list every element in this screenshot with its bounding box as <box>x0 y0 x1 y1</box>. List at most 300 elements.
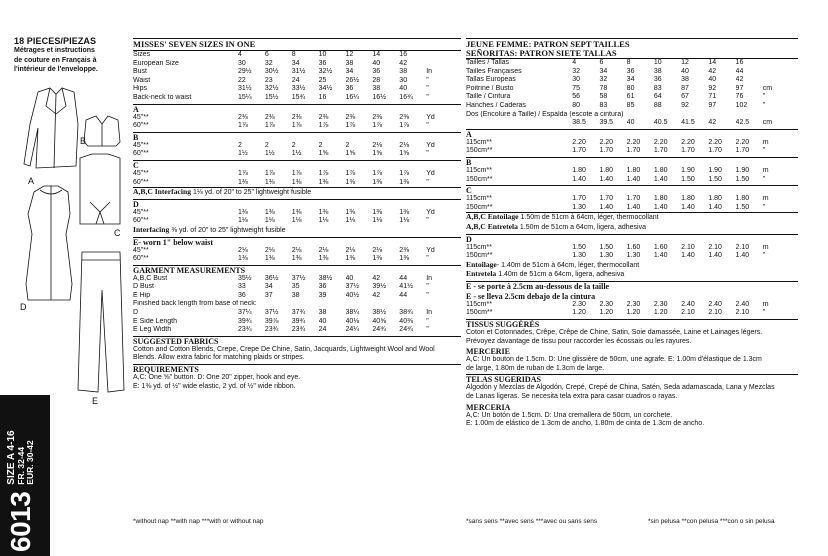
value-cell: 38 <box>681 76 689 84</box>
pattern-number: 6013 <box>5 491 36 552</box>
unit-cell: Yd <box>426 141 435 149</box>
value-cell: 1⅜ <box>399 208 410 216</box>
row-label: Bust <box>133 68 148 76</box>
d-entretela-label: Entretela <box>466 270 497 279</box>
value-cell: 38.5 <box>572 119 586 127</box>
value-cell: 40 <box>681 67 689 75</box>
table-row <box>133 142 461 151</box>
value-cell: 2⅜ <box>372 113 383 121</box>
value-cell: 1.60 <box>626 243 641 251</box>
table-row <box>133 68 461 77</box>
value-cell: 40⅛ <box>345 317 360 325</box>
value-cell: 38¾ <box>399 309 413 317</box>
unit-cell: m <box>762 138 769 146</box>
unit-cell: Yd <box>426 113 435 121</box>
tissus-line-2: Prévoyez davantage de tissu pour raccorder les écossais ou les rayures. <box>466 337 692 345</box>
spine-text <box>6 430 35 552</box>
value-cell: 1.30 <box>572 252 586 260</box>
value-cell: 39¾ <box>291 317 306 325</box>
value-cell: 76 <box>735 93 744 101</box>
table-row <box>133 309 461 318</box>
table-row <box>466 252 798 261</box>
value-cell: 1½ <box>264 150 275 158</box>
value-cell: 40 <box>372 59 381 67</box>
value-cell: 87 <box>681 84 689 92</box>
value-cell: 36 <box>237 291 246 299</box>
value-cell: 78 <box>599 84 608 92</box>
unit-cell <box>763 68 798 77</box>
garment-lengths-table <box>133 309 461 335</box>
value-cell: 2 <box>318 141 323 149</box>
value-cell: 16¾ <box>399 93 413 101</box>
value-cell: 2⅛ <box>264 246 275 254</box>
section-b-table <box>133 142 461 159</box>
value-cell: 2.20 <box>681 138 695 146</box>
requirements-line-1: A,C: One ⅝" button. D: One 20" zipper, hook and eye. <box>133 374 301 382</box>
d-entoilage-label: Entoilage <box>466 260 497 269</box>
spanish-footnote: *sin pelusa **con pelusa ***con o sin pelusa <box>648 518 775 525</box>
table-row <box>466 167 798 176</box>
value-cell: 2⅜ <box>237 113 248 121</box>
value-cell: 30½ <box>264 68 279 76</box>
fr-section-e-table <box>466 301 798 318</box>
abc-entoilage-note <box>466 212 798 223</box>
value-cell: 14 <box>708 59 717 66</box>
row-label: Tallas Europeas <box>466 76 516 84</box>
row-label: E Leg Width <box>133 326 172 334</box>
finished-back-note: Finished back length from base of neck: <box>133 300 257 308</box>
value-cell: 16 <box>318 93 327 101</box>
value-cell: 1.40 <box>708 203 722 211</box>
value-cell: 75 <box>572 84 581 92</box>
table-row <box>133 283 461 292</box>
row-label: Poitrine / Busto <box>466 84 514 92</box>
value-cell: 4 <box>572 59 577 66</box>
english-header: MISSES' SEVEN SIZES IN ONE <box>133 38 461 51</box>
row-label: 60"** <box>133 122 149 130</box>
value-cell: 31½ <box>291 68 306 76</box>
value-cell: 40 <box>399 85 408 93</box>
unit-cell: Yd <box>426 246 435 254</box>
value-cell: 1⅜ <box>399 178 410 186</box>
value-cell: 1⅜ <box>237 178 248 186</box>
value-cell: 1⅞ <box>345 122 356 130</box>
unit-cell: " <box>426 178 429 186</box>
value-cell: 30 <box>572 76 581 84</box>
value-cell: 44 <box>735 67 744 75</box>
mercerie-line-2: de large, 1.80m de ruban de 1.3cm de large. <box>466 364 605 372</box>
value-cell: 1⅜ <box>264 255 275 263</box>
fr-section-c-table <box>466 195 798 212</box>
unit-cell: " <box>426 291 429 299</box>
value-cell: 40 <box>345 274 354 282</box>
table-row <box>466 85 798 94</box>
value-cell: 29½ <box>237 68 252 76</box>
value-cell: 67 <box>681 93 689 101</box>
table-row <box>466 309 798 318</box>
value-cell: 37½ <box>264 309 279 317</box>
value-cell: 1.70 <box>599 195 614 203</box>
value-cell: 31½ <box>237 85 252 93</box>
value-cell: 2⅜ <box>345 113 356 121</box>
unit-cell: " <box>426 150 429 158</box>
value-cell: 1⅞ <box>372 122 383 130</box>
value-cell: 40⅝ <box>372 317 387 325</box>
value-cell: 2.20 <box>572 138 586 146</box>
value-cell: 1⅜ <box>291 178 302 186</box>
value-cell: 1.40 <box>599 203 614 211</box>
table-row <box>133 275 461 284</box>
value-cell: 36 <box>318 283 327 291</box>
value-cell: 2⅛ <box>237 246 248 254</box>
row-label: Tailles / Tallas <box>466 59 510 66</box>
table-row <box>466 176 798 185</box>
row-label: Sizes <box>133 51 151 58</box>
value-cell: 1⅜ <box>318 208 329 216</box>
value-cell: 38½ <box>372 309 387 317</box>
value-cell <box>466 119 572 128</box>
value-cell: 1⅜ <box>372 255 383 263</box>
value-cell: 1⅜ <box>372 208 383 216</box>
tissus-title: TISSUS SUGGÉRÉS <box>466 319 798 329</box>
value-cell: 2⅛ <box>345 246 356 254</box>
unit-cell: " <box>762 203 766 211</box>
value-cell: 2.10 <box>681 243 695 251</box>
abc-entretela-note <box>466 223 798 233</box>
value-cell: 40.5 <box>653 119 668 127</box>
value-cell: 1.70 <box>626 195 641 203</box>
value-cell: 1.40 <box>572 175 586 183</box>
unit-cell: m <box>762 195 769 203</box>
vest-c-sketch <box>80 154 120 224</box>
value-cell: 2.10 <box>708 243 722 251</box>
value-cell: 2⅛ <box>399 141 410 149</box>
unit-cell: " <box>762 147 766 155</box>
table-row <box>133 51 461 60</box>
abc-interfacing-label: A,B,C Interfacing <box>133 187 192 197</box>
value-cell: 80 <box>572 101 581 109</box>
value-cell: 26½ <box>345 76 360 84</box>
value-cell: 38 <box>372 85 381 93</box>
unit-cell: " <box>426 326 429 334</box>
pieces-info <box>14 36 126 75</box>
row-label: 150cm** <box>466 175 493 183</box>
d-entoilage-note <box>466 261 798 271</box>
value-cell: 1.80 <box>708 195 722 203</box>
value-cell: 92 <box>681 101 689 109</box>
value-cell: 36½ <box>264 274 279 282</box>
abc-interfacing-text: 1⅛ yd. of 20" to 25" lightweight fusible <box>192 189 312 197</box>
value-cell: 1⅞ <box>237 122 248 130</box>
value-cell: 10 <box>318 51 327 58</box>
fr-section-d-table <box>466 244 798 261</box>
value-cell: 2 <box>291 141 296 149</box>
d-interfacing-label: Interfacing <box>133 225 170 234</box>
value-cell: 1⅜ <box>318 255 329 263</box>
unit-cell: " <box>426 317 429 325</box>
row-label: Waist <box>133 76 151 84</box>
unit-cell: Yd <box>426 169 435 177</box>
value-cell: 58 <box>599 93 608 101</box>
unit-cell <box>763 76 798 85</box>
telas-line-2: de Lanas ligeras. Se necesita tela extra para casar cuadros o rayas. <box>466 393 678 401</box>
value-cell: 28 <box>372 76 381 84</box>
value-cell: 30 <box>237 59 246 67</box>
section-b-title: B <box>133 132 461 142</box>
jacket-a-sketch <box>24 88 78 168</box>
table-row <box>466 139 798 148</box>
value-cell: 1.70 <box>681 147 695 155</box>
value-cell: 1.50 <box>599 243 614 251</box>
es-section-e-title: E - se lleva 2.5cm debajo de la cintura <box>466 291 596 301</box>
eur-size-range: EUR. 30-42 <box>25 440 35 485</box>
value-cell: 1⅞ <box>264 122 275 130</box>
row-label: 45"** <box>133 113 149 121</box>
value-cell: 2⅜ <box>399 246 410 254</box>
fr-section-a-title: A <box>466 129 798 139</box>
value-cell: 1⅝ <box>345 150 356 158</box>
table-row <box>133 85 461 94</box>
value-cell: 33½ <box>291 85 306 93</box>
value-cell: 38 <box>291 291 300 299</box>
value-cell: 34 <box>599 67 608 75</box>
value-cell: 35½ <box>237 274 252 282</box>
english-size-chart <box>133 51 461 103</box>
value-cell: 1.40 <box>626 175 641 183</box>
d-entretela-note <box>466 270 798 280</box>
value-cell: 2⅜ <box>291 113 302 121</box>
unit-cell: " <box>426 85 429 93</box>
value-cell: 1⅞ <box>399 169 410 177</box>
value-cell: 1.90 <box>708 166 722 174</box>
unit-cell: " <box>426 255 429 263</box>
value-cell: 36 <box>653 76 662 84</box>
value-cell: 38½ <box>318 274 333 282</box>
row-label: 150cm** <box>466 147 493 155</box>
fr-section-c-title: C <box>466 185 798 195</box>
value-cell: 1.30 <box>626 252 641 260</box>
unit-cell: In <box>426 309 433 317</box>
value-cell: 1.50 <box>735 175 750 183</box>
value-cell: 1.40 <box>599 175 614 183</box>
fr-size-range: FR. 32-44 <box>16 446 26 485</box>
value-cell: 1⅜ <box>345 255 356 263</box>
row-label: E Side Length <box>133 317 177 325</box>
french-footnote: *sans sens **avec sens ***avec ou sans sens <box>466 518 598 525</box>
unit-cell: cm <box>762 119 773 127</box>
value-cell: 1.90 <box>735 166 750 174</box>
table-row <box>133 255 461 264</box>
tissus-line-1: Coton et Cotonnades, Crêpe, Crêpe de Chine, Satin, Soie damassée, Laine et Lainages légers. <box>466 329 763 337</box>
value-cell: 8 <box>626 59 631 66</box>
value-cell: 36 <box>372 68 381 76</box>
value-cell: 1⅛ <box>318 217 329 225</box>
value-cell: 2⅛ <box>291 246 302 254</box>
value-cell: 2.10 <box>708 309 722 317</box>
suggested-fabrics-title: SUGGESTED FABRICS <box>133 336 461 346</box>
value-cell: 34 <box>264 283 273 291</box>
row-label: 150cm** <box>466 309 493 317</box>
garment-measurements-table <box>133 275 461 301</box>
row-label: 115cm** <box>466 138 492 146</box>
value-cell: 1.80 <box>653 195 668 203</box>
value-cell: 1⅞ <box>318 122 329 130</box>
unit-cell: cm <box>762 84 773 92</box>
spanish-header: SEÑORITAS: PATRON SIETE TALLAS <box>466 47 617 58</box>
unit-cell: " <box>762 309 766 317</box>
value-cell: 2⅛ <box>372 141 383 149</box>
unit-cell: m <box>762 166 769 174</box>
suggested-fabrics-line-2: Blends. Allow extra fabric for matching plaids or stripes. <box>133 354 305 362</box>
value-cell: 1⅜ <box>291 208 302 216</box>
value-cell: 39¾ <box>237 317 252 325</box>
value-cell: 1⅞ <box>264 169 275 177</box>
value-cell: 2.20 <box>708 138 722 146</box>
value-cell: 1.40 <box>681 252 695 260</box>
row-label: Hanches / Caderas <box>466 101 526 109</box>
value-cell: 36 <box>318 59 327 67</box>
size-range: SIZE A 4-16 <box>6 430 17 485</box>
value-cell: 1.40 <box>653 203 668 211</box>
d-interfacing-note <box>133 226 461 236</box>
section-c-title: C <box>133 160 461 170</box>
unit-cell <box>763 59 798 68</box>
value-cell: 32½ <box>264 85 279 93</box>
value-cell: 1⅝ <box>318 150 329 158</box>
merceria-title: MERCERIA <box>466 402 511 412</box>
value-cell: 12 <box>681 59 689 66</box>
value-cell: 1.20 <box>599 309 614 317</box>
row-label: 60"** <box>133 217 149 225</box>
unit-cell: m <box>762 300 769 308</box>
value-cell: 34½ <box>318 85 333 93</box>
table-row <box>133 170 461 179</box>
value-cell: 39 <box>318 291 327 299</box>
value-cell: 2.30 <box>599 300 614 308</box>
table-row <box>133 179 461 188</box>
pieces-subtitle-2: de couture en Français à <box>14 56 97 64</box>
fr-section-e-title: E - se porte à 2.5cm au-dessous de la taille <box>466 281 798 291</box>
value-cell: 1.40 <box>735 252 750 260</box>
value-cell: 2.30 <box>572 300 586 308</box>
figure-label-c: C <box>114 228 121 238</box>
row-label: 60"** <box>133 150 149 158</box>
value-cell: 1.80 <box>599 166 614 174</box>
value-cell: 42.5 <box>735 119 750 127</box>
value-cell: 38 <box>345 59 354 67</box>
value-cell: 38 <box>318 309 327 317</box>
value-cell: 44 <box>399 274 408 282</box>
value-cell: 25 <box>318 76 327 84</box>
row-label: 45"** <box>133 169 149 177</box>
value-cell: 64 <box>653 93 662 101</box>
value-cell: 1.40 <box>653 175 668 183</box>
value-cell: 23¾ <box>291 326 306 334</box>
table-row <box>466 147 798 156</box>
value-cell: 34 <box>626 76 635 84</box>
value-cell: 1⅜ <box>372 178 383 186</box>
value-cell: 42 <box>372 274 381 282</box>
value-cell: 15¾ <box>291 93 306 101</box>
figure-label-a: A <box>28 176 35 186</box>
pieces-subtitle-3: l'intérieur de l'enveloppe. <box>14 66 98 73</box>
section-a-title: A <box>133 104 461 114</box>
value-cell: 88 <box>653 101 662 109</box>
table-row <box>466 204 798 213</box>
row-label: 45"** <box>133 246 149 254</box>
d-interfacing-text: ⅜ yd. of 20" to 25" lightweight fusible <box>171 226 286 234</box>
row-label: 115cm** <box>466 166 492 174</box>
value-cell: 37 <box>264 291 273 299</box>
value-cell: 1⅜ <box>399 255 410 263</box>
value-cell: 2.20 <box>735 138 750 146</box>
value-cell: 2.10 <box>735 309 750 317</box>
unit-cell <box>426 51 461 60</box>
section-c-table <box>133 170 461 187</box>
row-label: 150cm** <box>466 203 493 211</box>
value-cell: 40⅜ <box>399 317 413 325</box>
value-cell: 42 <box>708 119 717 127</box>
value-cell: 1½ <box>291 150 302 158</box>
dos-label: Dos (Encolure à Taille) / Espalda (escote a cintura) <box>466 110 624 118</box>
table-row <box>466 195 798 204</box>
value-cell: 1⅞ <box>399 122 410 130</box>
fr-es-size-chart <box>466 59 798 111</box>
value-cell: 1.20 <box>572 309 586 317</box>
value-cell: 92 <box>708 84 717 92</box>
table-row <box>466 93 798 102</box>
unit-cell: " <box>762 252 766 260</box>
value-cell: 39⅞ <box>264 317 279 325</box>
value-cell: 97 <box>735 84 744 92</box>
value-cell: 39.5 <box>599 119 614 127</box>
value-cell: 83 <box>653 84 662 92</box>
table-row <box>133 292 461 301</box>
value-cell: 1.50 <box>708 175 722 183</box>
row-label: 115cm** <box>466 195 492 203</box>
value-cell: 102 <box>735 101 748 109</box>
english-column <box>133 38 461 391</box>
table-row <box>133 217 461 226</box>
table-row <box>133 60 461 69</box>
value-cell: 1⅞ <box>318 169 329 177</box>
value-cell: 2⅜ <box>318 113 329 121</box>
value-cell: 1⅝ <box>399 150 410 158</box>
table-row <box>466 59 798 68</box>
value-cell: 32 <box>599 76 608 84</box>
value-cell: 36 <box>345 85 354 93</box>
value-cell: 38¼ <box>345 309 360 317</box>
unit-cell: In <box>426 68 433 76</box>
unit-cell: m <box>762 243 769 251</box>
value-cell: 2.20 <box>653 138 668 146</box>
value-cell: 42 <box>372 291 381 299</box>
section-e-title: E- worn 1" below waist <box>133 237 461 247</box>
value-cell: 2⅛ <box>372 246 383 254</box>
value-cell: 1.20 <box>626 309 641 317</box>
value-cell: 38 <box>653 67 662 75</box>
pieces-subtitle-1: Métrages et instructions <box>14 47 95 54</box>
value-cell: 1.40 <box>653 252 668 260</box>
unit-cell: " <box>762 101 766 109</box>
value-cell: 1⅜ <box>237 208 248 216</box>
value-cell: 6 <box>264 51 269 58</box>
value-cell: 61 <box>626 93 635 101</box>
unit-cell: " <box>426 93 429 101</box>
value-cell: 22 <box>237 76 246 84</box>
value-cell: 32½ <box>318 68 333 76</box>
table-row <box>133 94 461 103</box>
